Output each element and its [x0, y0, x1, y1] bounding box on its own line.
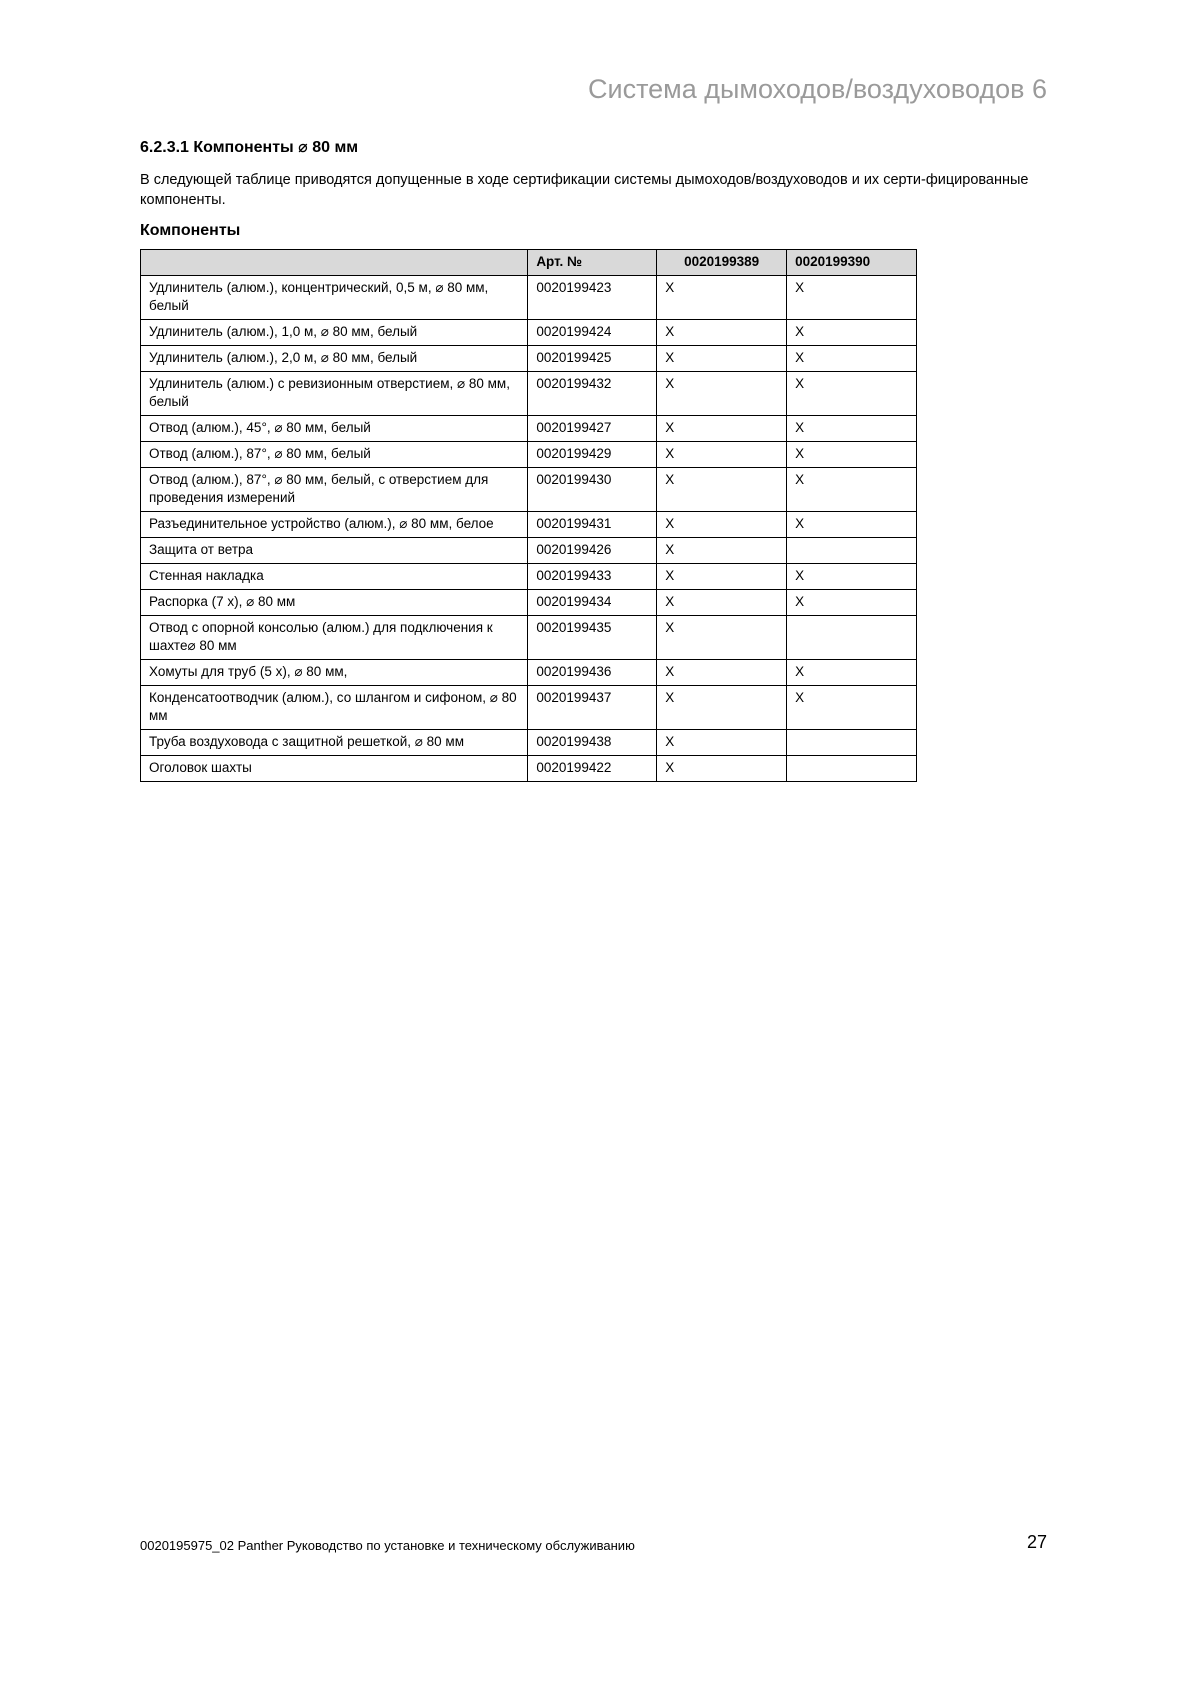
cell-name: Отвод с опорной консолью (алюм.) для подключения к шахте⌀ 80 мм: [141, 616, 528, 660]
cell-name: Труба воздуховода с защитной решеткой, ⌀ 80 мм: [141, 730, 528, 756]
cell-art: 0020199423: [528, 276, 657, 320]
cell-art: 0020199432: [528, 372, 657, 416]
cell-name: Удлинитель (алюм.), концентрический, 0,5 м, ⌀ 80 мм, белый: [141, 276, 528, 320]
cell-art: 0020199429: [528, 442, 657, 468]
cell-name: Отвод (алюм.), 87°, ⌀ 80 мм, белый: [141, 442, 528, 468]
cell-art: 0020199438: [528, 730, 657, 756]
cell-model-1: X: [657, 320, 787, 346]
cell-model-1: X: [657, 590, 787, 616]
cell-model-1: X: [657, 756, 787, 782]
cell-model-2: X: [787, 590, 917, 616]
cell-name: Разъединительное устройство (алюм.), ⌀ 80 мм, белое: [141, 512, 528, 538]
cell-art: 0020199431: [528, 512, 657, 538]
cell-name: Хомуты для труб (5 x), ⌀ 80 мм,: [141, 660, 528, 686]
table-row: [141, 564, 917, 590]
cell-art: 0020199435: [528, 616, 657, 660]
cell-model-2: X: [787, 320, 917, 346]
table-row: [141, 416, 917, 442]
table-row: [141, 660, 917, 686]
cell-name: Удлинитель (алюм.), 2,0 м, ⌀ 80 мм, белый: [141, 346, 528, 372]
intro-paragraph: В следующей таблице приводятся допущенные в ходе сертификации системы дымоходов/воздуховодов и их серти-фицированные компоненты.: [140, 172, 1029, 208]
cell-art: 0020199434: [528, 590, 657, 616]
section-title: 6.2.3.1 Компоненты ⌀ 80 мм: [140, 139, 359, 156]
components-table: [140, 249, 917, 782]
cell-model-2: X: [787, 512, 917, 538]
cell-model-2: X: [787, 468, 917, 512]
cell-art: 0020199433: [528, 564, 657, 590]
cell-model-2: X: [787, 276, 917, 320]
cell-model-1: X: [657, 468, 787, 512]
table-row: [141, 730, 917, 756]
cell-model-1: X: [657, 538, 787, 564]
cell-art: 0020199426: [528, 538, 657, 564]
cell-model-1: X: [657, 346, 787, 372]
page-number: 27: [1026, 1532, 1047, 1552]
cell-name: Оголовок шахты: [141, 756, 528, 782]
table-header-row: [141, 250, 917, 276]
cell-model-1: X: [657, 276, 787, 320]
cell-name: Отвод (алюм.), 87°, ⌀ 80 мм, белый, с отверстием для проведения измерений: [141, 468, 528, 512]
table-row: [141, 320, 917, 346]
cell-model-1: X: [657, 730, 787, 756]
cell-name: Конденсатоотводчик (алюм.), со шлангом и сифоном, ⌀ 80 мм: [141, 686, 528, 730]
cell-name: Удлинитель (алюм.), 1,0 м, ⌀ 80 мм, белый: [141, 320, 528, 346]
table-row: [141, 590, 917, 616]
cell-name: Распорка (7 x), ⌀ 80 мм: [141, 590, 528, 616]
table-row: [141, 538, 917, 564]
cell-art: 0020199436: [528, 660, 657, 686]
header-model-2: 0020199390: [787, 250, 917, 276]
table-body: [141, 276, 917, 782]
cell-name: Стенная накладка: [141, 564, 528, 590]
header-name: [141, 250, 528, 276]
chapter-header: Система дымоходов/воздуховодов 6: [587, 74, 1047, 104]
header-model-1: 0020199389: [657, 250, 787, 276]
table-row: [141, 512, 917, 538]
cell-art: 0020199422: [528, 756, 657, 782]
footer-text: 0020195975_02 Panther Руководство по установке и техническому обслуживанию: [140, 1538, 635, 1553]
table-row: [141, 442, 917, 468]
table-caption: Компоненты: [140, 222, 241, 239]
table-row: [141, 276, 917, 320]
cell-model-2: X: [787, 416, 917, 442]
header-art: Арт. №: [528, 250, 657, 276]
cell-model-2: [787, 616, 917, 660]
cell-model-1: X: [657, 442, 787, 468]
cell-model-2: [787, 538, 917, 564]
cell-model-1: X: [657, 564, 787, 590]
cell-model-2: X: [787, 686, 917, 730]
cell-name: Отвод (алюм.), 45°, ⌀ 80 мм, белый: [141, 416, 528, 442]
cell-model-2: X: [787, 660, 917, 686]
cell-art: 0020199430: [528, 468, 657, 512]
table-row: [141, 468, 917, 512]
cell-model-1: X: [657, 372, 787, 416]
table-row: [141, 616, 917, 660]
table-row: [141, 346, 917, 372]
cell-name: Удлинитель (алюм.) с ревизионным отверстием, ⌀ 80 мм, белый: [141, 372, 528, 416]
cell-model-2: X: [787, 442, 917, 468]
cell-model-2: X: [787, 564, 917, 590]
cell-model-2: X: [787, 372, 917, 416]
cell-art: 0020199425: [528, 346, 657, 372]
table-row: [141, 686, 917, 730]
cell-model-2: [787, 756, 917, 782]
cell-model-2: [787, 730, 917, 756]
cell-art: 0020199427: [528, 416, 657, 442]
cell-model-1: X: [657, 416, 787, 442]
cell-model-1: X: [657, 660, 787, 686]
table-row: [141, 372, 917, 416]
cell-model-1: X: [657, 616, 787, 660]
cell-model-2: X: [787, 346, 917, 372]
cell-model-1: X: [657, 686, 787, 730]
cell-art: 0020199424: [528, 320, 657, 346]
cell-art: 0020199437: [528, 686, 657, 730]
cell-model-1: X: [657, 512, 787, 538]
table-row: [141, 756, 917, 782]
cell-name: Защита от ветра: [141, 538, 528, 564]
